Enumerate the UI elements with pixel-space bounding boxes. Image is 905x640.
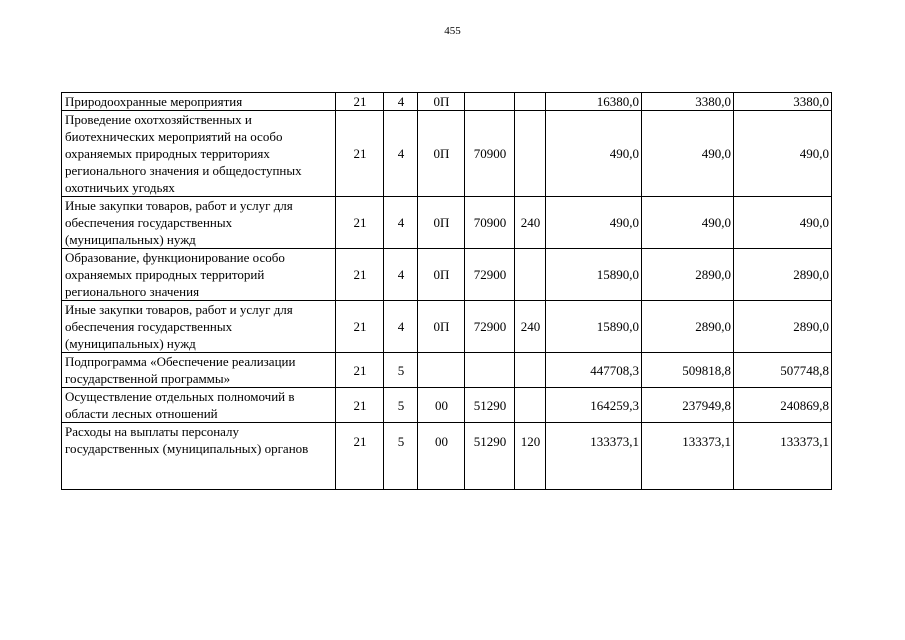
code-cell: 4 (384, 301, 418, 353)
code-cell: 0П (418, 249, 465, 301)
code-cell: 21 (336, 249, 384, 301)
row-name: Осуществление отдельных полномочий в области лесных отношений (62, 388, 336, 423)
code-cell: 51290 (465, 423, 515, 490)
amount-cell: 447708,3 (546, 353, 642, 388)
code-cell: 4 (384, 197, 418, 249)
amount-cell: 507748,8 (734, 353, 832, 388)
table-row (62, 93, 832, 111)
code-cell: 0П (418, 301, 465, 353)
code-cell: 21 (336, 197, 384, 249)
code-cell: 72900 (465, 249, 515, 301)
table-row (62, 249, 832, 301)
code-cell: 70900 (465, 111, 515, 197)
code-cell: 70900 (465, 197, 515, 249)
amount-cell: 133373,1 (734, 423, 832, 490)
row-name: Иные закупки товаров, работ и услуг для обеспечения государственных (муниципальных) нужд (62, 301, 336, 353)
amount-cell: 2890,0 (734, 249, 832, 301)
code-cell (465, 353, 515, 388)
amount-cell: 15890,0 (546, 301, 642, 353)
amount-cell: 490,0 (546, 197, 642, 249)
code-cell: 21 (336, 111, 384, 197)
code-cell (515, 249, 546, 301)
code-cell (515, 388, 546, 423)
code-cell: 00 (418, 388, 465, 423)
code-cell: 120 (515, 423, 546, 490)
row-name: Проведение охотхозяйственных и биотехнических мероприятий на особо охраняемых природных территориях регионального значения и общедоступных охотничьих угодьях (62, 111, 336, 197)
amount-cell: 15890,0 (546, 249, 642, 301)
code-cell: 0П (418, 197, 465, 249)
code-cell: 4 (384, 93, 418, 111)
amount-cell: 2890,0 (642, 249, 734, 301)
amount-cell: 490,0 (642, 197, 734, 249)
code-cell: 0П (418, 93, 465, 111)
table-row (62, 301, 832, 353)
code-cell (515, 93, 546, 111)
code-cell: 51290 (465, 388, 515, 423)
code-cell: 5 (384, 388, 418, 423)
code-cell: 4 (384, 249, 418, 301)
code-cell: 21 (336, 388, 384, 423)
amount-cell: 133373,1 (642, 423, 734, 490)
code-cell: 0П (418, 111, 465, 197)
code-cell (515, 353, 546, 388)
page-number: 455 (444, 25, 461, 37)
code-cell (515, 111, 546, 197)
budget-table (61, 92, 832, 490)
table-row (62, 388, 832, 423)
code-cell: 21 (336, 301, 384, 353)
code-cell: 21 (336, 353, 384, 388)
amount-cell: 509818,8 (642, 353, 734, 388)
code-cell: 00 (418, 423, 465, 490)
amount-cell: 16380,0 (546, 93, 642, 111)
code-cell: 4 (384, 111, 418, 197)
code-cell: 5 (384, 423, 418, 490)
code-cell: 5 (384, 353, 418, 388)
amount-cell: 237949,8 (642, 388, 734, 423)
amount-cell: 3380,0 (642, 93, 734, 111)
amount-cell: 133373,1 (546, 423, 642, 490)
table-row (62, 353, 832, 388)
amount-cell: 2890,0 (734, 301, 832, 353)
code-cell: 21 (336, 93, 384, 111)
row-name: Природоохранные мероприятия (62, 93, 336, 111)
code-cell (465, 93, 515, 111)
amount-cell: 490,0 (734, 197, 832, 249)
row-name: Иные закупки товаров, работ и услуг для обеспечения государственных (муниципальных) нужд (62, 197, 336, 249)
amount-cell: 3380,0 (734, 93, 832, 111)
table-row (62, 423, 832, 490)
amount-cell: 490,0 (734, 111, 832, 197)
row-name: Подпрограмма «Обеспечение реализации государственной программы» (62, 353, 336, 388)
amount-cell: 164259,3 (546, 388, 642, 423)
code-cell: 21 (336, 423, 384, 490)
code-cell: 240 (515, 197, 546, 249)
row-name: Расходы на выплаты персоналу государственных (муниципальных) органов (62, 423, 336, 490)
amount-cell: 240869,8 (734, 388, 832, 423)
amount-cell: 2890,0 (642, 301, 734, 353)
code-cell: 72900 (465, 301, 515, 353)
table-row (62, 111, 832, 197)
amount-cell: 490,0 (642, 111, 734, 197)
code-cell: 240 (515, 301, 546, 353)
row-name: Образование, функционирование особо охраняемых природных территорий регионального значения (62, 249, 336, 301)
amount-cell: 490,0 (546, 111, 642, 197)
code-cell (418, 353, 465, 388)
table-row (62, 197, 832, 249)
